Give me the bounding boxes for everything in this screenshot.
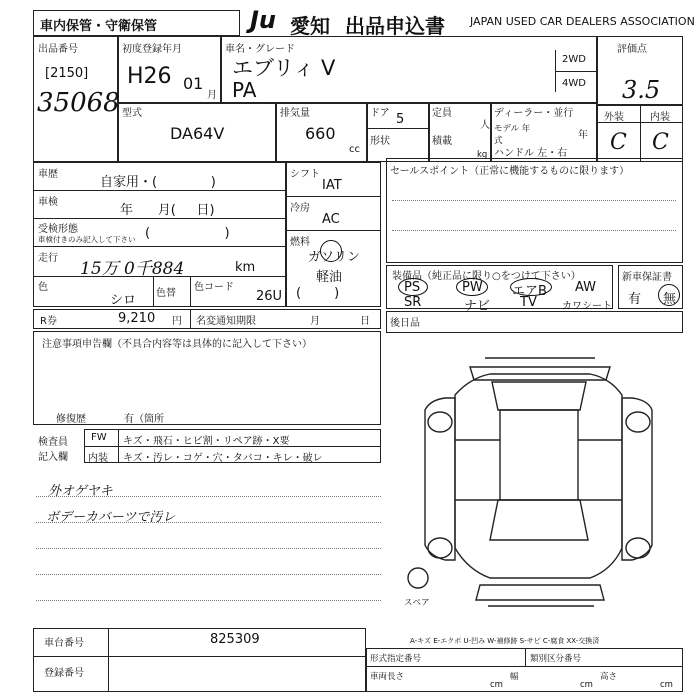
type-label: 型式 (122, 108, 142, 119)
capacity-label: 定員 (432, 108, 452, 119)
repair-value: 有（箇所 (124, 414, 164, 425)
displacement-value: 660 (305, 124, 336, 143)
drive-4wd: 4WD (562, 78, 586, 89)
inspection-label: 車検 (38, 197, 58, 208)
chassis-label: 車台番号 (44, 638, 84, 649)
reg-date-label: 初度登録年月 (122, 44, 182, 55)
header-logo: Ju (250, 6, 277, 34)
shape-label: 形状 (370, 136, 390, 147)
height-label: 高さ (600, 672, 618, 682)
drive-2wd: 2WD (562, 54, 586, 65)
inspection-value: 年 月( 日) (120, 203, 215, 218)
equip-ps: PS (404, 280, 421, 295)
spare-label: スペア (404, 598, 430, 608)
color-value: シロ (110, 293, 137, 308)
type-value: DA64V (170, 124, 225, 143)
exterior-label: 外装 (604, 112, 624, 123)
equip-seat: カワシート (562, 301, 612, 312)
handwritten-line-2: ボデーカバーツで汚レ (46, 510, 176, 525)
int-text: キズ・汚レ・コゲ・穴・タバコ・キレ・破レ (123, 453, 323, 464)
header-org: 愛知 (290, 14, 330, 38)
model-year-label: モデル 年式 (494, 124, 531, 146)
reg-month: 01 (183, 74, 204, 93)
year-unit: 年 (578, 130, 588, 141)
warranty-no: 無 (663, 292, 677, 307)
height-unit: cm (660, 680, 673, 690)
mileage-unit: km (235, 260, 256, 275)
length-label: 車両長さ (370, 672, 405, 682)
postscript-label: 後日品 (390, 318, 420, 329)
shift-label: シフト (290, 169, 320, 180)
score-label: 評価点 (617, 44, 647, 55)
ac-label: 冷房 (290, 203, 310, 214)
color-code-value: 26U (256, 289, 283, 304)
inspector-label-2: 記入欄 (38, 452, 68, 463)
mileage-value: 15万 0千884 (80, 259, 185, 279)
receipt-note: 車検付きのみ記入して下さい (38, 235, 136, 244)
form-title: 出品申込書 (345, 14, 445, 38)
displacement-label: 排気量 (280, 108, 310, 119)
fw-text: キズ・飛石・ヒビ割・リペア跡・X要 (123, 436, 290, 447)
capacity-unit: 人 (480, 120, 490, 131)
equipment-label: 装備品（純正品に限り○をつけて下さい） (392, 271, 581, 282)
shape-no-label: 形式指定番号 (370, 654, 422, 664)
length-unit: cm (490, 680, 503, 690)
receipt-value: ( ) (145, 226, 230, 241)
displacement-unit: cc (349, 144, 360, 155)
doors-label: ドア (370, 108, 390, 119)
exterior-score: C (610, 130, 627, 155)
notes-label: 注意事項申告欄（不具合内容等は具体的に記入して下さい） (42, 339, 312, 350)
mileage-label: 走行 (38, 253, 58, 264)
shift-value: IAT (322, 178, 342, 193)
recycle-label: R券 (40, 316, 57, 327)
color-label: 色 (38, 282, 48, 293)
doors-value: 5 (396, 112, 405, 127)
score-value: 3.5 (622, 76, 661, 104)
association-name: JAPAN USED CAR DEALERS ASSOCIATION (470, 15, 695, 28)
fuel-label: 燃料 (290, 237, 310, 248)
receipt-label: 受検形態 (38, 224, 78, 235)
lot-label: 出品番号 (38, 44, 78, 55)
history-label: 車歴 (38, 169, 58, 180)
damage-legend: A-キズ E-エクボ U-凹み W-補修跡 S-サビ C-腐食 XX-交換済 (410, 637, 600, 645)
equip-navi: ナビ (464, 299, 491, 314)
class-no-label: 類別区分番号 (530, 654, 582, 664)
int-label: 内装 (88, 453, 108, 464)
notice-month: 月 (310, 316, 320, 327)
width-label: 幅 (510, 672, 519, 682)
registration-no-label: 登録番号 (44, 668, 84, 679)
model-grade: PA (232, 78, 257, 102)
equip-sr: SR (404, 295, 422, 310)
repair-label: 修復歴 (56, 414, 86, 425)
history-value: 自家用・( ) (100, 175, 216, 190)
fw-label: FW (91, 432, 107, 443)
equip-airbag: エアB (512, 284, 547, 299)
equip-aw: AW (575, 280, 597, 295)
fuel-gasoline: ガソリン (308, 250, 361, 265)
equip-tv: TV (520, 295, 537, 310)
notice-day: 日 (360, 316, 370, 327)
model-name: エブリィ V (232, 56, 336, 80)
fuel-other: ( ) (296, 286, 340, 301)
warranty-label: 新車保証書 (622, 272, 672, 283)
load-unit: kg (477, 150, 488, 160)
warranty-yes: 有 (628, 292, 642, 307)
reg-month-unit: 月 (207, 90, 217, 101)
equip-pw: PW (462, 280, 483, 295)
recycle-unit: 円 (172, 316, 182, 327)
ac-value: AC (322, 212, 340, 227)
handwritten-line-1: 外オゲヤキ (48, 484, 113, 499)
fuel-light-oil: 軽油 (316, 270, 343, 285)
width-unit: cm (580, 680, 593, 690)
lot-number: 35068 (37, 88, 120, 118)
interior-label: 内装 (650, 112, 670, 123)
handle-label: ハンドル 左・右 (494, 148, 568, 159)
reg-era-year: H26 (127, 64, 172, 89)
chassis-value: 825309 (210, 632, 260, 647)
inspector-label-1: 検査員 (38, 437, 68, 448)
color-code-label: 色コード (194, 282, 234, 293)
storage-label: 車内保管・守衛保管 (40, 19, 158, 34)
dealer-label: ディーラー・並行 (494, 108, 574, 119)
selling-points-label: セールスポイント（正常に機能するものに限ります） (390, 166, 630, 177)
recycle-value: 9,210 (118, 311, 156, 326)
color-changed-label: 色替 (156, 288, 176, 299)
load-label: 積載 (432, 136, 452, 147)
model-label: 車名・グレード (225, 44, 295, 55)
lot-sub-number: [2150] (45, 66, 89, 81)
interior-score: C (652, 130, 669, 155)
notice-label: 名変通知期限 (196, 316, 256, 327)
